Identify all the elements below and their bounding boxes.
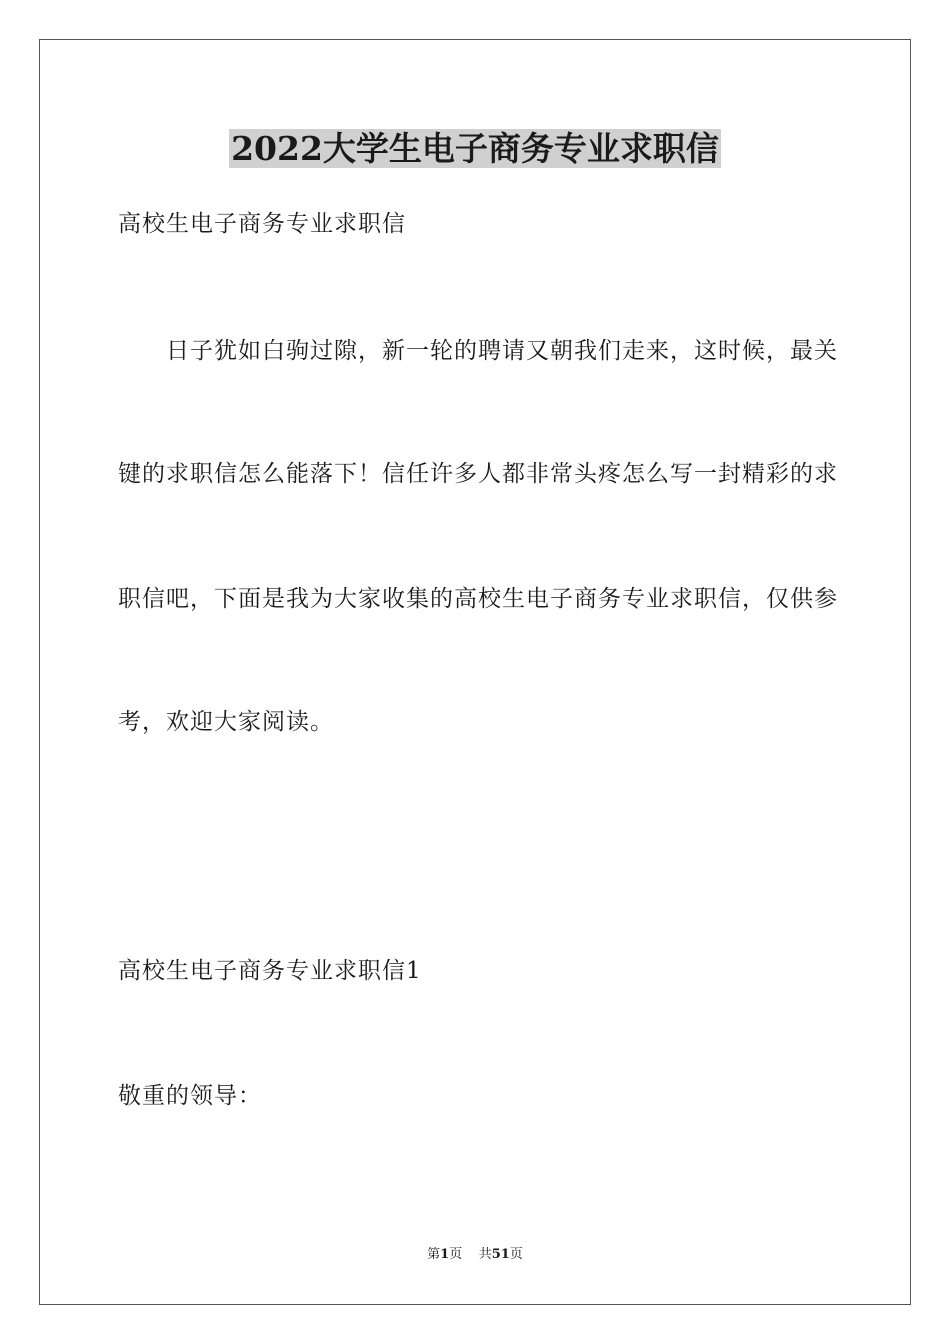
document-title	[0, 127, 950, 171]
footer-total-prefix: 共	[478, 1247, 492, 1262]
intro-line-2: 键的求职信怎么能落下！信任许多人都非常头疼怎么写一封精彩的求	[118, 461, 838, 487]
section-heading: 高校生电子商务专业求职信1	[118, 958, 422, 984]
footer-total-suffix: 页	[509, 1247, 523, 1262]
document-subtitle: 高校生电子商务专业求职信	[118, 211, 406, 237]
footer-page-number: 1	[440, 1247, 450, 1262]
intro-line-1: 日子犹如白驹过隙，新一轮的聘请又朝我们走来，这时候，最关	[166, 338, 838, 364]
footer-total-pages: 51	[491, 1247, 510, 1262]
intro-line-3: 职信吧，下面是我为大家收集的高校生电子商务专业求职信，仅供参	[118, 586, 838, 612]
footer-page-suffix: 页	[449, 1247, 463, 1262]
document-title-text: 2022大学生电子商务专业求职信	[231, 129, 719, 168]
intro-line-4: 考，欢迎大家阅读。	[118, 709, 334, 735]
salutation: 敬重的领导：	[118, 1083, 262, 1109]
page-footer	[0, 1246, 950, 1264]
footer-page-prefix: 第	[427, 1247, 441, 1262]
